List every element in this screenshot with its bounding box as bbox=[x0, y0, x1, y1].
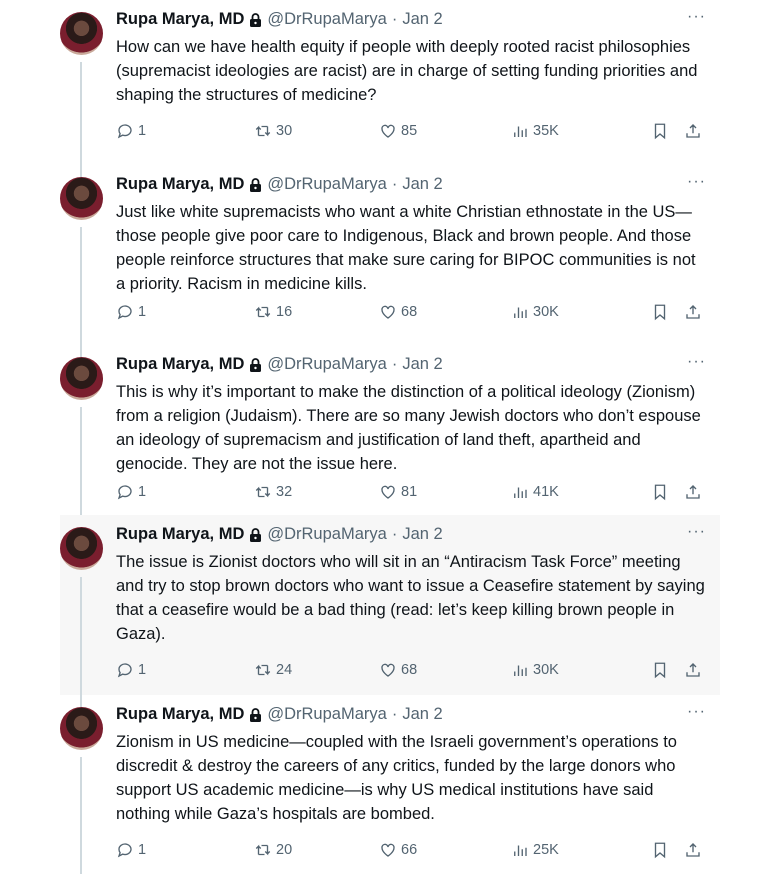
author-name[interactable]: Rupa Marya, MD bbox=[116, 355, 245, 373]
tweet-actions bbox=[116, 661, 706, 681]
tweet-actions bbox=[116, 841, 706, 861]
like-count: 66 bbox=[401, 842, 418, 858]
retweet-button[interactable] bbox=[254, 122, 292, 140]
tweet-text: How can we have health equity if people with deeply rooted racist philosophies (supremacist ideologies are racist) are in charge of setting funding priorities and shaping the structures of medicine? bbox=[116, 38, 698, 104]
views-button[interactable] bbox=[511, 303, 559, 321]
lock-icon bbox=[249, 358, 262, 372]
views-button[interactable] bbox=[511, 483, 559, 501]
more-options-icon[interactable]: ··· bbox=[687, 173, 706, 190]
lock-icon bbox=[249, 13, 262, 27]
bookmark-button[interactable] bbox=[651, 483, 669, 501]
separator: · bbox=[391, 175, 398, 193]
retweet-count: 30 bbox=[276, 123, 293, 139]
tweet-text: The issue is Zionist doctors who will sit in an “Antiracism Task Force” meeting and try to stop brown doctors who want to issue a Ceasefire statement by saying that a ceasefire would be a bad thing (read: let’s keep killing brown people in Gaza). bbox=[116, 553, 705, 643]
heart-icon bbox=[379, 841, 397, 859]
reply-button[interactable] bbox=[116, 303, 146, 321]
share-icon bbox=[684, 661, 702, 679]
views-button[interactable] bbox=[511, 122, 559, 140]
like-button[interactable] bbox=[379, 483, 417, 501]
thread-line bbox=[80, 577, 82, 707]
share-icon bbox=[684, 303, 702, 321]
reply-icon bbox=[116, 122, 134, 140]
reply-button[interactable] bbox=[116, 122, 146, 140]
like-button[interactable] bbox=[379, 303, 417, 321]
share-button[interactable] bbox=[684, 303, 702, 321]
reply-count: 1 bbox=[138, 484, 147, 500]
reply-button[interactable] bbox=[116, 483, 146, 501]
heart-icon bbox=[379, 303, 397, 321]
view-count: 41K bbox=[533, 484, 559, 500]
tweet[interactable] bbox=[60, 695, 720, 874]
views-button[interactable] bbox=[511, 841, 559, 859]
author-name[interactable]: Rupa Marya, MD bbox=[116, 175, 245, 193]
separator: · bbox=[391, 10, 398, 28]
like-count: 81 bbox=[401, 484, 418, 500]
retweet-button[interactable] bbox=[254, 303, 292, 321]
retweet-icon bbox=[254, 661, 272, 679]
retweet-count: 32 bbox=[276, 484, 293, 500]
like-button[interactable] bbox=[379, 122, 417, 140]
view-count: 30K bbox=[533, 304, 559, 320]
tweet[interactable] bbox=[60, 165, 720, 345]
heart-icon bbox=[379, 122, 397, 140]
reply-icon bbox=[116, 841, 134, 859]
retweet-button[interactable] bbox=[254, 841, 292, 859]
view-count: 35K bbox=[533, 123, 559, 139]
tweet-text: This is why it’s important to make the distinction of a political ideology (Zionism) from a religion (Judaism). There are so many Jewish doctors who don’t espouse an ideology of supremacism and justification of land theft, apartheid and genocide. They are not the issue here. bbox=[116, 383, 701, 473]
reply-count: 1 bbox=[138, 304, 147, 320]
more-options-icon[interactable]: ··· bbox=[687, 523, 706, 540]
retweet-icon bbox=[254, 303, 272, 321]
lock-icon bbox=[249, 528, 262, 542]
heart-icon bbox=[379, 661, 397, 679]
share-button[interactable] bbox=[684, 841, 702, 859]
views-icon bbox=[511, 661, 529, 679]
more-options-icon[interactable]: ··· bbox=[687, 703, 706, 720]
share-icon bbox=[684, 841, 702, 859]
tweet-date[interactable]: Jan 2 bbox=[402, 355, 443, 373]
separator: · bbox=[391, 525, 398, 543]
views-button[interactable] bbox=[511, 661, 559, 679]
author-handle[interactable]: @DrRupaMarya bbox=[267, 525, 387, 543]
tweet[interactable] bbox=[60, 0, 720, 165]
tweet[interactable] bbox=[60, 515, 720, 695]
tweet-date[interactable]: Jan 2 bbox=[402, 10, 443, 28]
bookmark-button[interactable] bbox=[651, 841, 669, 859]
bookmark-icon bbox=[651, 841, 669, 859]
like-count: 68 bbox=[401, 662, 418, 678]
bookmark-icon bbox=[651, 661, 669, 679]
author-name[interactable]: Rupa Marya, MD bbox=[116, 705, 245, 723]
avatar[interactable] bbox=[60, 177, 103, 220]
reply-count: 1 bbox=[138, 842, 147, 858]
views-icon bbox=[511, 841, 529, 859]
thread-line bbox=[80, 62, 82, 177]
tweet-date[interactable]: Jan 2 bbox=[402, 175, 443, 193]
tweet-text: Zionism in US medicine—coupled with the Israeli government’s operations to discredit & destroy the careers of any critics, funded by the large donors who support US academic medicine—is why US medical institutions have said nothing while Gaza’s hospitals are bombed. bbox=[116, 733, 677, 823]
separator: · bbox=[391, 355, 398, 373]
tweet-date[interactable]: Jan 2 bbox=[402, 705, 443, 723]
author-handle[interactable]: @DrRupaMarya bbox=[267, 175, 387, 193]
lock-icon bbox=[249, 708, 262, 722]
avatar[interactable] bbox=[60, 707, 103, 750]
bookmark-button[interactable] bbox=[651, 122, 669, 140]
like-button[interactable] bbox=[379, 661, 417, 679]
tweet[interactable] bbox=[60, 345, 720, 515]
retweet-button[interactable] bbox=[254, 661, 292, 679]
bookmark-button[interactable] bbox=[651, 661, 669, 679]
heart-icon bbox=[379, 483, 397, 501]
separator: · bbox=[391, 705, 398, 723]
reply-count: 1 bbox=[138, 662, 147, 678]
author-handle[interactable]: @DrRupaMarya bbox=[267, 10, 387, 28]
share-icon bbox=[684, 483, 702, 501]
more-options-icon[interactable]: ··· bbox=[687, 8, 706, 25]
reply-icon bbox=[116, 483, 134, 501]
tweet-actions bbox=[116, 303, 706, 323]
more-options-icon[interactable]: ··· bbox=[687, 353, 706, 370]
author-name[interactable]: Rupa Marya, MD bbox=[116, 525, 245, 543]
retweet-icon bbox=[254, 122, 272, 140]
thread-line bbox=[80, 407, 82, 527]
retweet-icon bbox=[254, 483, 272, 501]
share-button[interactable] bbox=[684, 122, 702, 140]
tweet-actions bbox=[116, 483, 706, 503]
view-count: 30K bbox=[533, 662, 559, 678]
bookmark-icon bbox=[651, 122, 669, 140]
thread-line bbox=[80, 227, 82, 357]
retweet-icon bbox=[254, 841, 272, 859]
share-icon bbox=[684, 122, 702, 140]
retweet-count: 24 bbox=[276, 662, 293, 678]
bookmark-button[interactable] bbox=[651, 303, 669, 321]
avatar[interactable] bbox=[60, 527, 103, 570]
tweet-date[interactable]: Jan 2 bbox=[402, 525, 443, 543]
like-count: 85 bbox=[401, 123, 418, 139]
like-count: 68 bbox=[401, 304, 418, 320]
retweet-count: 20 bbox=[276, 842, 293, 858]
retweet-button[interactable] bbox=[254, 483, 292, 501]
tweet-actions bbox=[116, 122, 706, 142]
reply-button[interactable] bbox=[116, 841, 146, 859]
avatar[interactable] bbox=[60, 12, 103, 55]
views-icon bbox=[511, 303, 529, 321]
author-handle[interactable]: @DrRupaMarya bbox=[267, 705, 387, 723]
reply-button[interactable] bbox=[116, 661, 146, 679]
share-button[interactable] bbox=[684, 661, 702, 679]
author-name[interactable]: Rupa Marya, MD bbox=[116, 10, 245, 28]
lock-icon bbox=[249, 178, 262, 192]
reply-icon bbox=[116, 661, 134, 679]
author-handle[interactable]: @DrRupaMarya bbox=[267, 355, 387, 373]
avatar[interactable] bbox=[60, 357, 103, 400]
reply-icon bbox=[116, 303, 134, 321]
bookmark-icon bbox=[651, 483, 669, 501]
tweet-text: Just like white supremacists who want a white Christian ethnostate in the US—those people give poor care to Indigenous, Black and brown people. And those people reinforce structures that make sure caring for BIPOC communities is not a priority. Racism in medicine kills. bbox=[116, 203, 696, 293]
reply-count: 1 bbox=[138, 123, 147, 139]
thread-line bbox=[80, 757, 82, 874]
views-icon bbox=[511, 122, 529, 140]
views-icon bbox=[511, 483, 529, 501]
view-count: 25K bbox=[533, 842, 559, 858]
retweet-count: 16 bbox=[276, 304, 293, 320]
bookmark-icon bbox=[651, 303, 669, 321]
share-button[interactable] bbox=[684, 483, 702, 501]
like-button[interactable] bbox=[379, 841, 417, 859]
